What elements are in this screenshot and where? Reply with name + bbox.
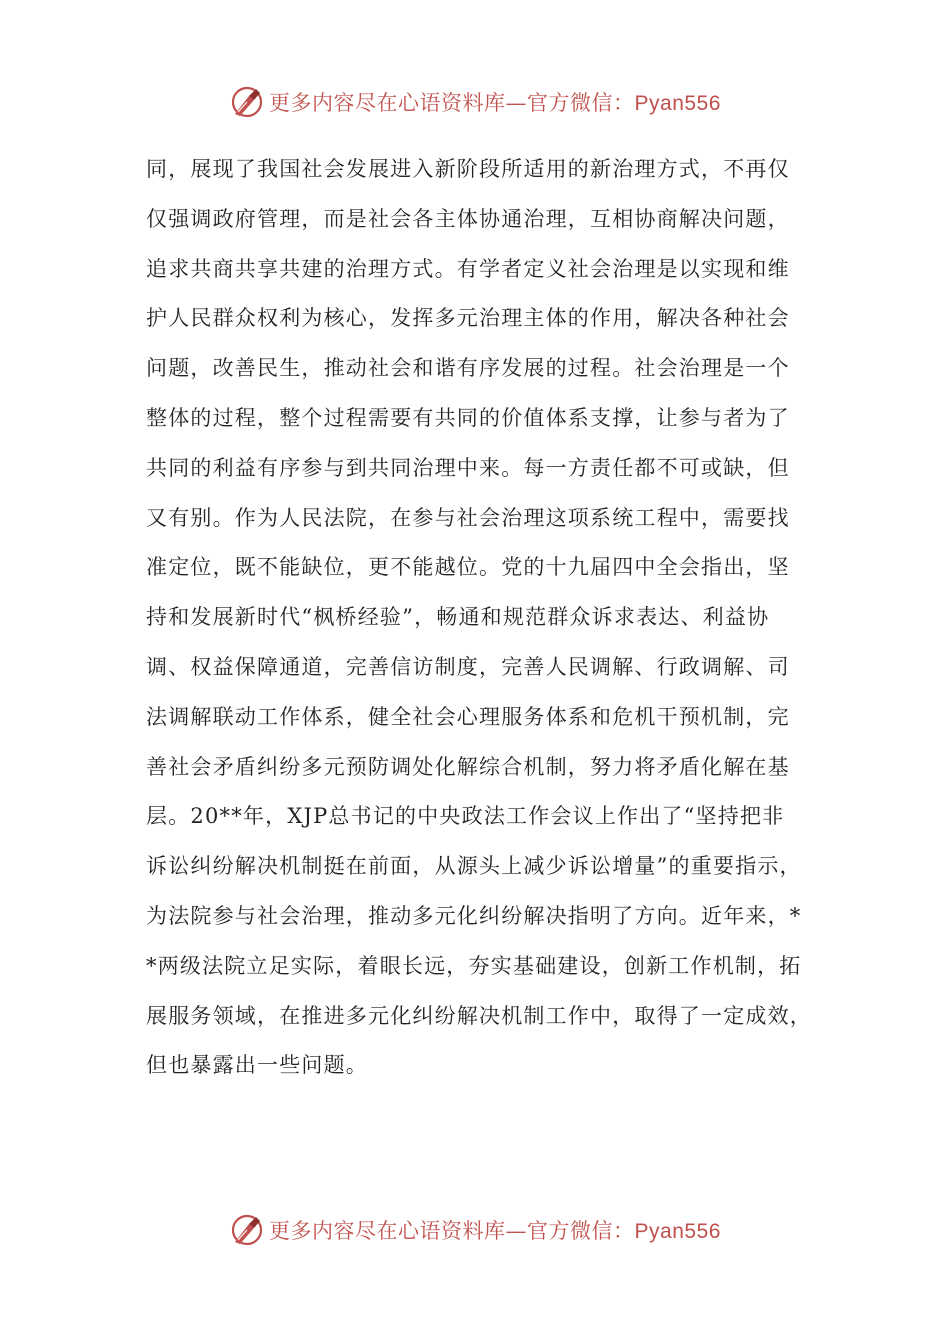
text-line: 又有别。作为人民法院，在参与社会治理这项系统工程中，需要找 <box>146 505 790 530</box>
banner-text <box>269 87 721 117</box>
text-line: 为法院参与社会治理，推动多元化纠纷解决指明了方向。近年来，* <box>146 903 802 928</box>
text-line: 护人民群众权利为核心，发挥多元治理主体的作用，解决各种社会 <box>146 306 790 331</box>
text-line: 仅强调政府管理，而是社会各主体协通治理，互相协商解决问题， <box>146 206 790 231</box>
text-line: *两级法院立足实际，着眼长远，夯实基础建设，创新工作机制，拓 <box>146 953 802 978</box>
pen-nib-logo-icon <box>229 84 265 120</box>
footer-banner <box>0 1208 950 1252</box>
header-banner <box>0 80 950 124</box>
wechat-id: Pyan556 <box>634 92 721 115</box>
text-line: 善社会矛盾纠纷多元预防调处化解综合机制，努力将矛盾化解在基 <box>146 754 790 779</box>
document-body <box>146 145 812 1091</box>
text-line: 诉讼纠纷解决机制挺在前面，从源头上减少诉讼增量”的重要指示， <box>146 854 802 879</box>
banner-text <box>269 1215 721 1245</box>
text-line: 调、权益保障通道，完善信访制度，完善人民调解、行政调解、司 <box>146 654 790 679</box>
text-line: 展服务领域，在推进多元化纠纷解决机制工作中，取得了一定成效， <box>146 1003 812 1028</box>
banner-label: 更多内容尽在心语资料库—官方微信： <box>269 91 635 115</box>
text-line: 法调解联动工作体系，健全社会心理服务体系和危机干预机制，完 <box>146 704 790 729</box>
text-line: 层。20**年，XJP总书记的中央政法工作会议上作出了“坚持把非 <box>146 804 785 829</box>
text-line: 问题，改善民生，推动社会和谐有序发展的过程。社会治理是一个 <box>146 356 790 381</box>
text-line: 持和发展新时代“枫桥经验”，畅通和规范群众诉求表达、利益协 <box>146 605 770 630</box>
text-line: 但也暴露出一些问题。 <box>146 1053 368 1078</box>
text-line: 整体的过程，整个过程需要有共同的价值体系支撑，让参与者为了 <box>146 405 790 430</box>
text-line: 准定位，既不能缺位，更不能越位。党的十九届四中全会指出，坚 <box>146 555 790 580</box>
text-line: 同，展现了我国社会发展进入新阶段所适用的新治理方式，不再仅 <box>146 157 790 181</box>
text-line: 共同的利益有序参与到共同治理中来。每一方责任都不可或缺，但 <box>146 455 790 480</box>
wechat-id: Pyan556 <box>634 1220 721 1243</box>
pen-nib-logo-icon <box>229 1212 265 1248</box>
banner-label: 更多内容尽在心语资料库—官方微信： <box>269 1219 635 1243</box>
text-line: 追求共商共享共建的治理方式。有学者定义社会治理是以实现和维 <box>146 256 790 281</box>
